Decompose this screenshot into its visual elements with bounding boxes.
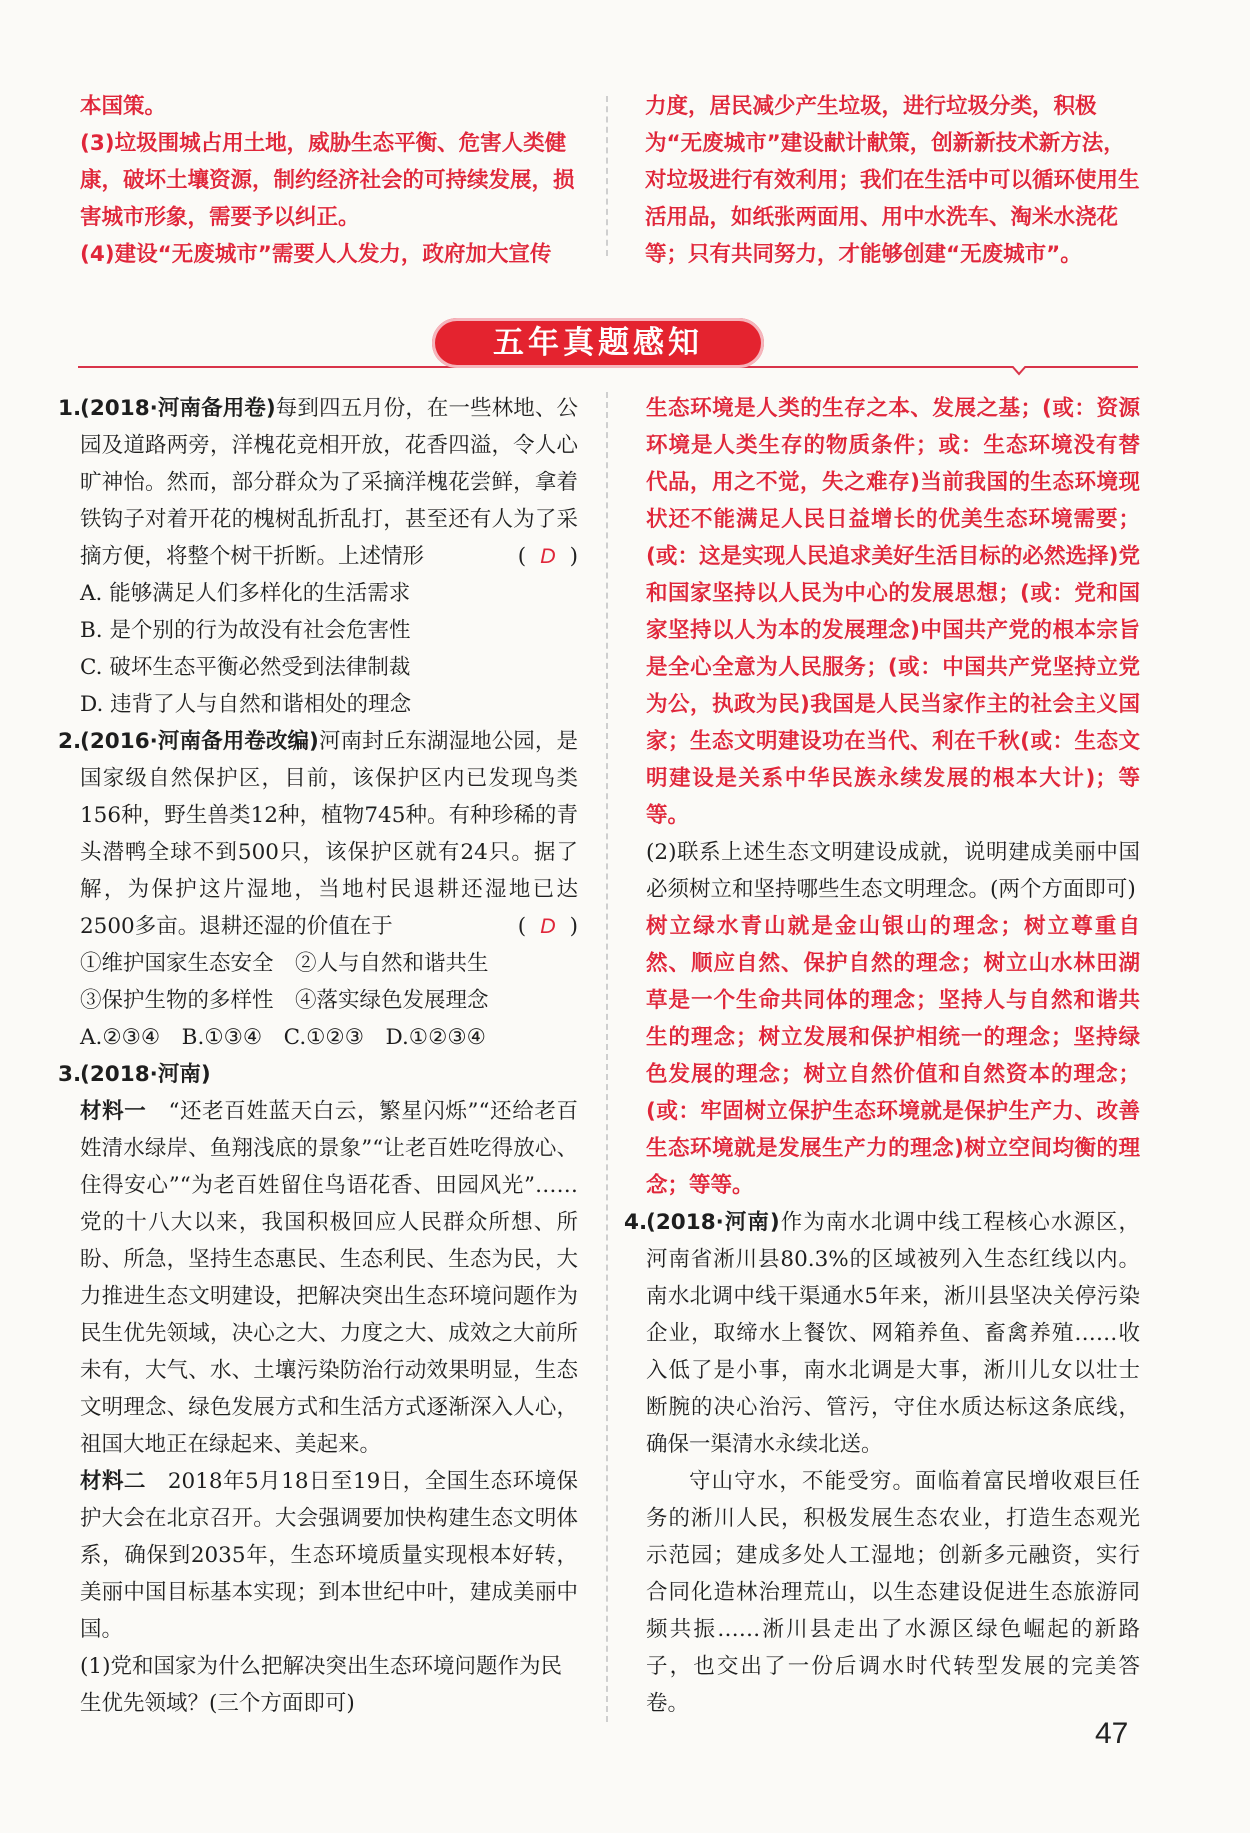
option: B. 是个别的行为故没有社会危害性 — [80, 618, 411, 643]
page-number: 47 — [1095, 1717, 1129, 1750]
question-number: 2. — [58, 729, 82, 754]
statement: ①维护国家生态安全 ②人与自然和谐共生 — [80, 951, 489, 976]
column-divider — [606, 392, 608, 1722]
option: D. 违背了人与自然和谐相处的理念 — [80, 692, 412, 717]
material-text: 2018年5月18日至19日，全国生态环境保护大会在北京召开。大会强调要加快构建生态文明体系，确保到2035年，生态环境质量实现根本好转，美丽中国目标基本实现；到本世纪中叶，建成美丽中国。 — [80, 1469, 578, 1642]
column-divider — [606, 96, 608, 256]
passage-text: 作为南水北调中线工程核心水源区，河南省淅川县80.3%的区域被列入生态红线以内。南水北调中线干渠通水5年来，淅川县坚决关停污染企业，取缔水上餐饮、网箱养鱼、畜禽养殖……收入低了是小事，南水北调是大事，淅川儿女以壮士断腕的决心治污、管污，守住水质达标这条底线，确保一渠清水永续北送。 — [646, 1210, 1140, 1457]
top-left-answer — [80, 88, 580, 273]
question-stem: 每到四五月份，在一些林地、公园及道路两旁，洋槐花竞相开放，花香四溢，令人心旷神怡。然而，部分群众为了采摘洋槐花尝鲜，拿着铁钩子对着开花的槐树乱折乱打，甚至还有人为了采摘方便，将整个树干折断。上述情形 — [80, 396, 578, 569]
section-title: 五年真题感知 — [432, 318, 764, 368]
question-source: (2018·河南) — [80, 1062, 211, 1087]
statement: ③保护生物的多样性 ④落实绿色发展理念 — [80, 988, 489, 1013]
top-right-answer — [645, 88, 1145, 273]
material-text: “还老百姓蓝天白云，繁星闪烁”“还给老百姓清水绿岸、鱼翔浅底的景象”“让老百姓吃得放心、住得安心”“为老百姓留住鸟语花香、田园风光”……党的十八大以来，我国积极回应人民群众所想、所盼、所急，坚持生态惠民、生态利民、生态为民，大力推进生态文明建设，把解决突出生态环境问题作为民生优先领域，决心之大、力度之大、成效之大前所未有，大气、水、土壤污染防治行动效果明显，生态文明理念、绿色发展方式和生活方式逐渐深入人心，祖国大地正在绿起来、美起来。 — [80, 1099, 578, 1457]
answer-text: (4)建设“无废城市”需要人人发力，政府加大宣传 — [80, 242, 552, 267]
answer-text: 本国策。 — [80, 94, 167, 119]
question-4 — [624, 1204, 1140, 1722]
question-1 — [58, 390, 578, 723]
question-number: 4. — [624, 1210, 648, 1235]
question-number: 3. — [58, 1062, 82, 1087]
sub-question: (2)联系上述生态文明建设成就，说明建成美丽中国必须树立和坚持哪些生态文明理念。(两个方面即可) — [646, 840, 1140, 902]
option: C. 破坏生态平衡必然受到法律制裁 — [80, 655, 411, 680]
answer-choice: D — [540, 544, 556, 568]
question-number: 1. — [58, 396, 82, 421]
question-3 — [58, 1056, 578, 1722]
answer-bracket: ( D ) — [517, 914, 578, 939]
rule-notch-icon — [1012, 366, 1026, 376]
option: A. 能够满足人们多样化的生活需求 — [80, 581, 411, 606]
answer-text: (3)垃圾围城占用土地，威胁生态平衡、危害人类健康，破坏土壤资源，制约经济社会的可持续发展，损害城市形象，需要予以纠正。 — [80, 131, 575, 230]
question-source: (2016·河南备用卷改编) — [80, 729, 319, 754]
material-label: 材料一 — [80, 1099, 147, 1124]
answer-choice: D — [540, 914, 556, 938]
right-column — [624, 390, 1140, 1722]
answer-text: 树立绿水青山就是金山银山的理念；树立尊重自然、顺应自然、保护自然的理念；树立山水林田湖草是一个生命共同体的理念；坚持人与自然和谐共生的理念；树立发展和保护相统一的理念；坚持绿色发展的理念；树立自然价值和自然资本的理念；(或：牢固树立保护生态环境就是保护生产力、改善生态环境就是发展生产力的理念)树立空间均衡的理念；等等。 — [646, 914, 1140, 1198]
left-column — [58, 390, 578, 1722]
question-source: (2018·河南备用卷) — [80, 396, 276, 421]
question-2 — [58, 723, 578, 1056]
answer-text: 生态环境是人类的生存之本、发展之基；(或：资源环境是人类生存的物质条件；或：生态环境没有替代品，用之不觉，失之难存)当前我国的生态环境现状还不能满足人民日益增长的优美生态环境需要；(或：这是实现人民追求美好生活目标的必然选择)党和国家坚持以人民为中心的发展思想；(或：党和国家坚持以人为本的发展理念)中国共产党的根本宗旨是全心全意为人民服务；(或：中国共产党坚持立党为公，执政为民)我国是人民当家作主的社会主义国家；生态文明建设功在当代、利在千秋(或：生态文明建设是关系中华民族永续发展的根本大计)；等等。 — [646, 396, 1140, 828]
question-source: (2018·河南) — [646, 1210, 780, 1235]
sub-question: (1)党和国家为什么把解决突出生态环境问题作为民生优先领域？(三个方面即可) — [80, 1654, 562, 1716]
passage-text: 守山守水，不能受穷。面临着富民增收艰巨任务的淅川人民，积极发展生态农业，打造生态观光示范园；建成多处人工湿地；创新多元融资，实行合同化造林治理荒山，以生态建设促进生态旅游同频共振……淅川县走出了水源区绿色崛起的新路子，也交出了一份后调水时代转型发展的完美答卷。 — [646, 1469, 1140, 1716]
choices: A.②③④ B.①③④ C.①②③ D.①②③④ — [80, 1025, 486, 1050]
answer-text: 力度，居民减少产生垃圾，进行垃圾分类，积极为“无废城市”建设献计献策，创新新技术新方法，对垃圾进行有效利用；我们在生活中可以循环使用生活用品，如纸张两面用、用中水洗车、淘米水浇花等；只有共同努力，才能够创建“无废城市”。 — [645, 94, 1140, 267]
material-label: 材料二 — [80, 1469, 146, 1494]
answer-bracket: ( D ) — [517, 544, 578, 569]
question-stem: 河南封丘东湖湿地公园，是国家级自然保护区，目前，该保护区内已发现鸟类156种，野生兽类12种，植物745种。有种珍稀的青头潜鸭全球不到500只，该保护区就有24只。据了解，为保护这片湿地，当地村民退耕还湿地已达2500多亩。退耕还湿的价值在于 — [80, 729, 578, 939]
